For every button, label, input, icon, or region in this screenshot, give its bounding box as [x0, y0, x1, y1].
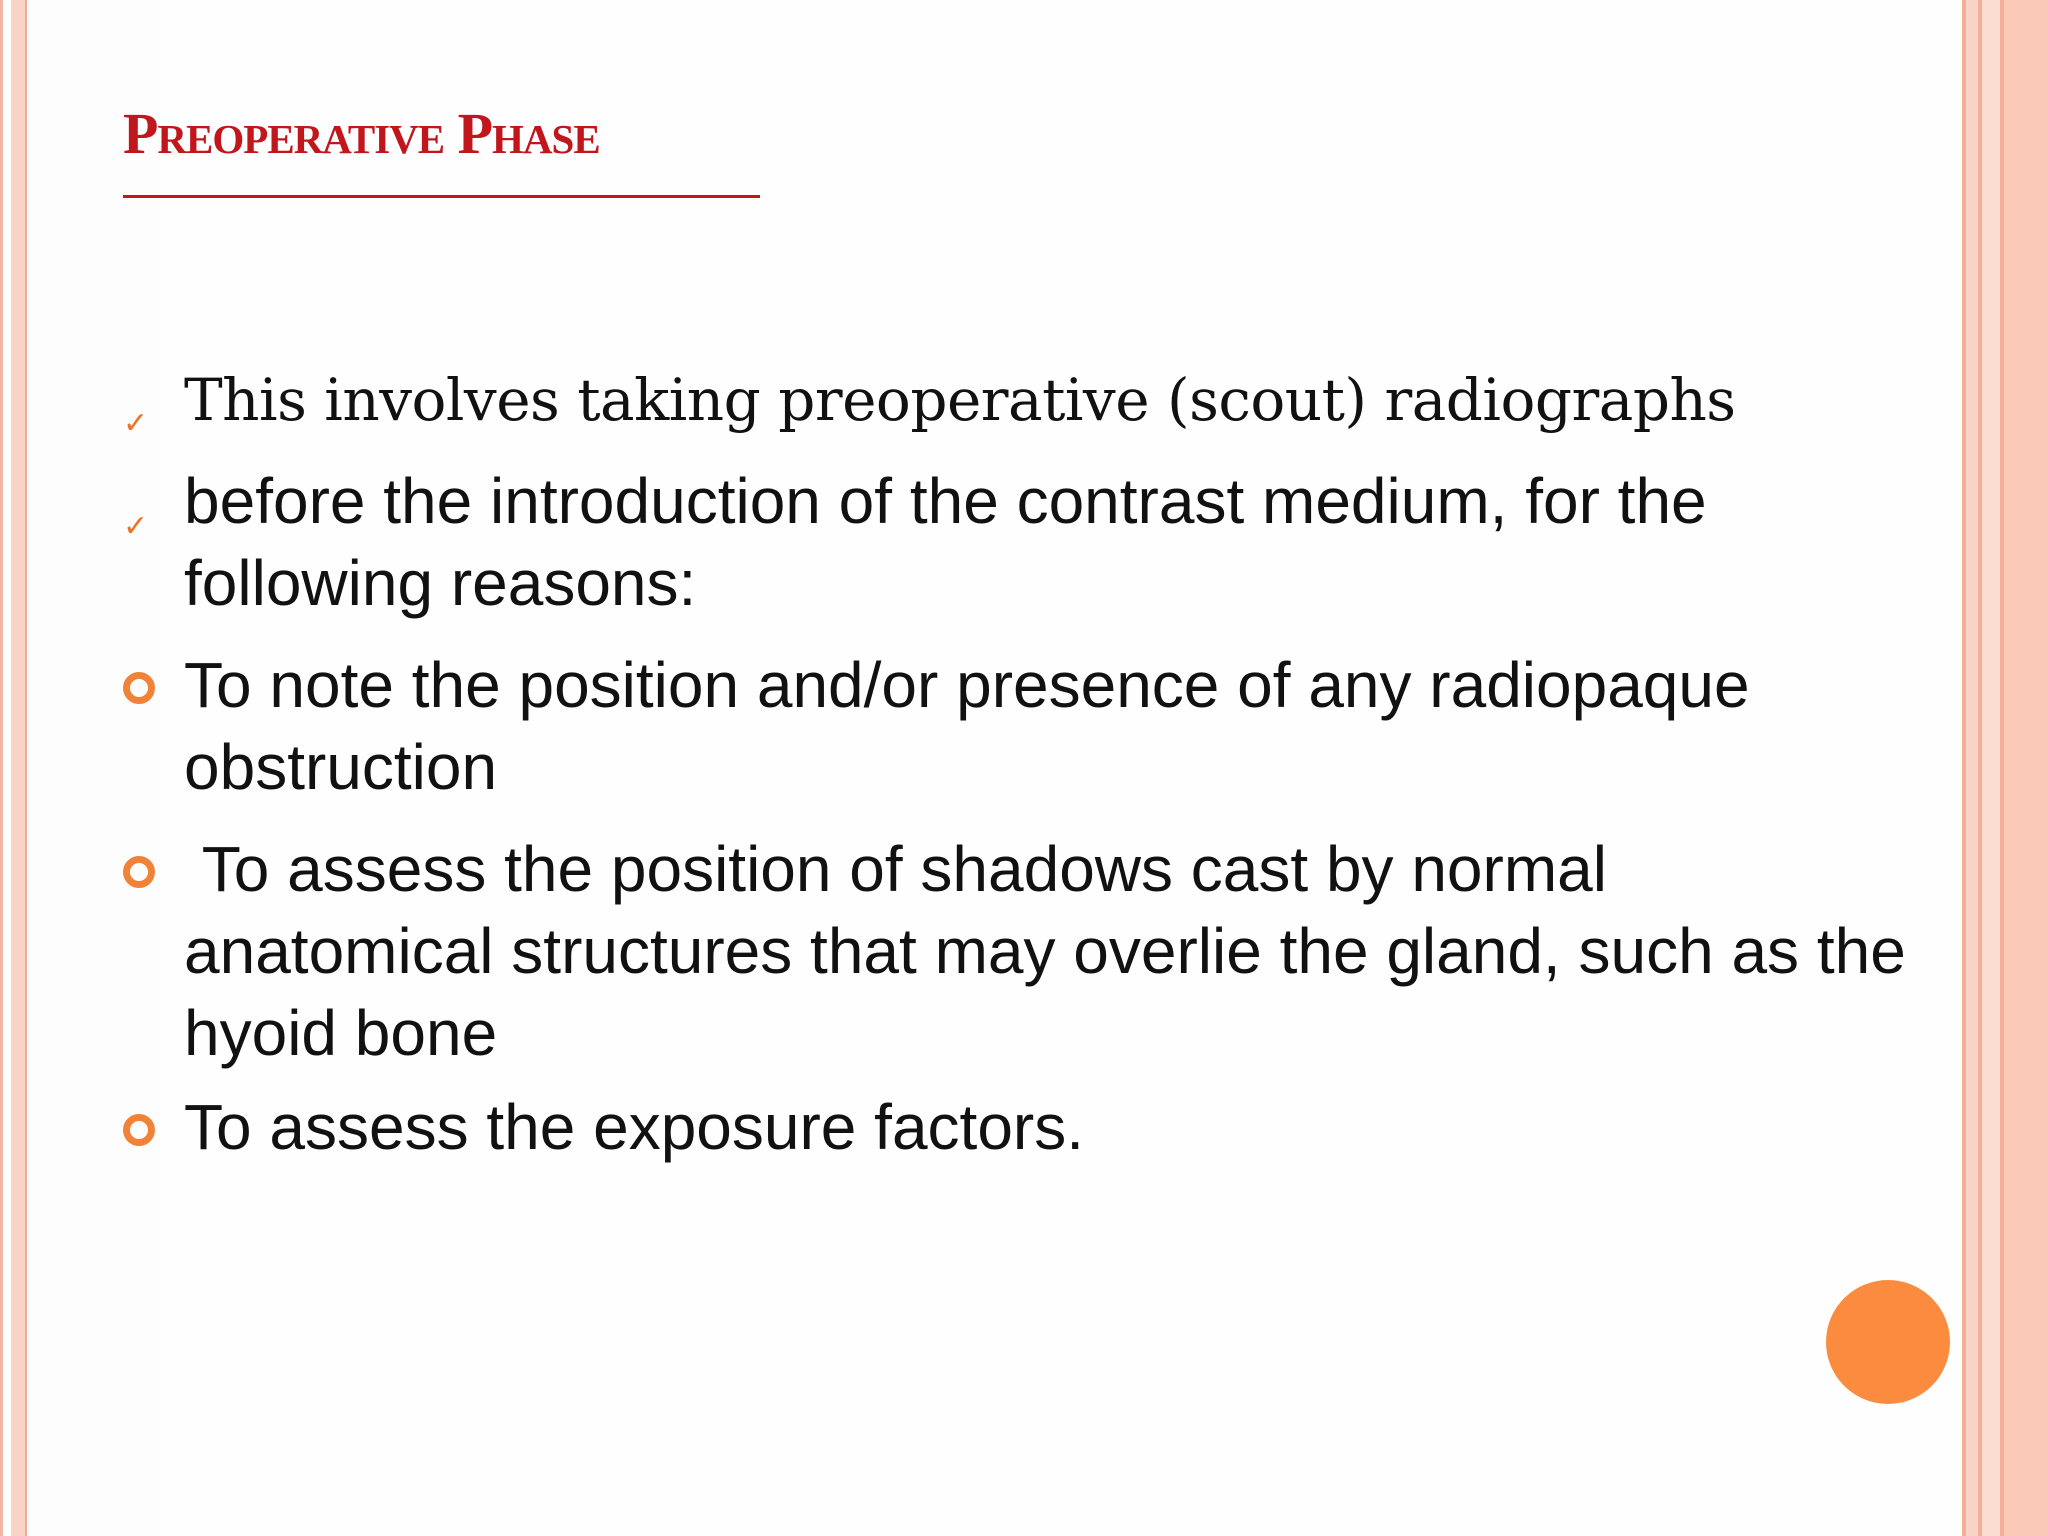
decorative-circle-icon — [1826, 1280, 1950, 1404]
title-underline — [123, 195, 760, 198]
check-icon: ✓ — [123, 509, 149, 544]
right-border-band — [2004, 0, 2048, 1536]
check-icon: ✓ — [123, 406, 148, 441]
ring-bullet-icon — [123, 672, 155, 704]
bullet-text: To assess the position of shadows cast by normal anatomical structures that may overlie the gland, such as the hyoid bone — [184, 833, 1924, 1069]
bullet-item — [123, 644, 1913, 808]
bullet-item — [123, 828, 1924, 1074]
slide-title: Preoperative Phase — [123, 101, 600, 166]
left-border-band — [11, 0, 25, 1536]
bullet-text: This involves taking preoperative (scout) radiographs — [184, 366, 1736, 434]
bullet-text: To note the position and/or presence of any radiopaque obstruction — [184, 649, 1750, 803]
bullet-item — [123, 460, 1913, 624]
bullet-text: before the introduction of the contrast medium, for the following reasons: — [184, 465, 1707, 619]
bullet-item — [123, 360, 1913, 440]
left-border-line — [0, 0, 3, 1536]
ring-bullet-icon — [123, 856, 155, 888]
bullet-item — [123, 1086, 1913, 1168]
bullet-text: To assess the exposure factors. — [184, 1091, 1084, 1163]
right-border-band — [1966, 0, 1978, 1536]
bullet-list — [123, 360, 1924, 1168]
ring-bullet-icon — [123, 1114, 155, 1146]
